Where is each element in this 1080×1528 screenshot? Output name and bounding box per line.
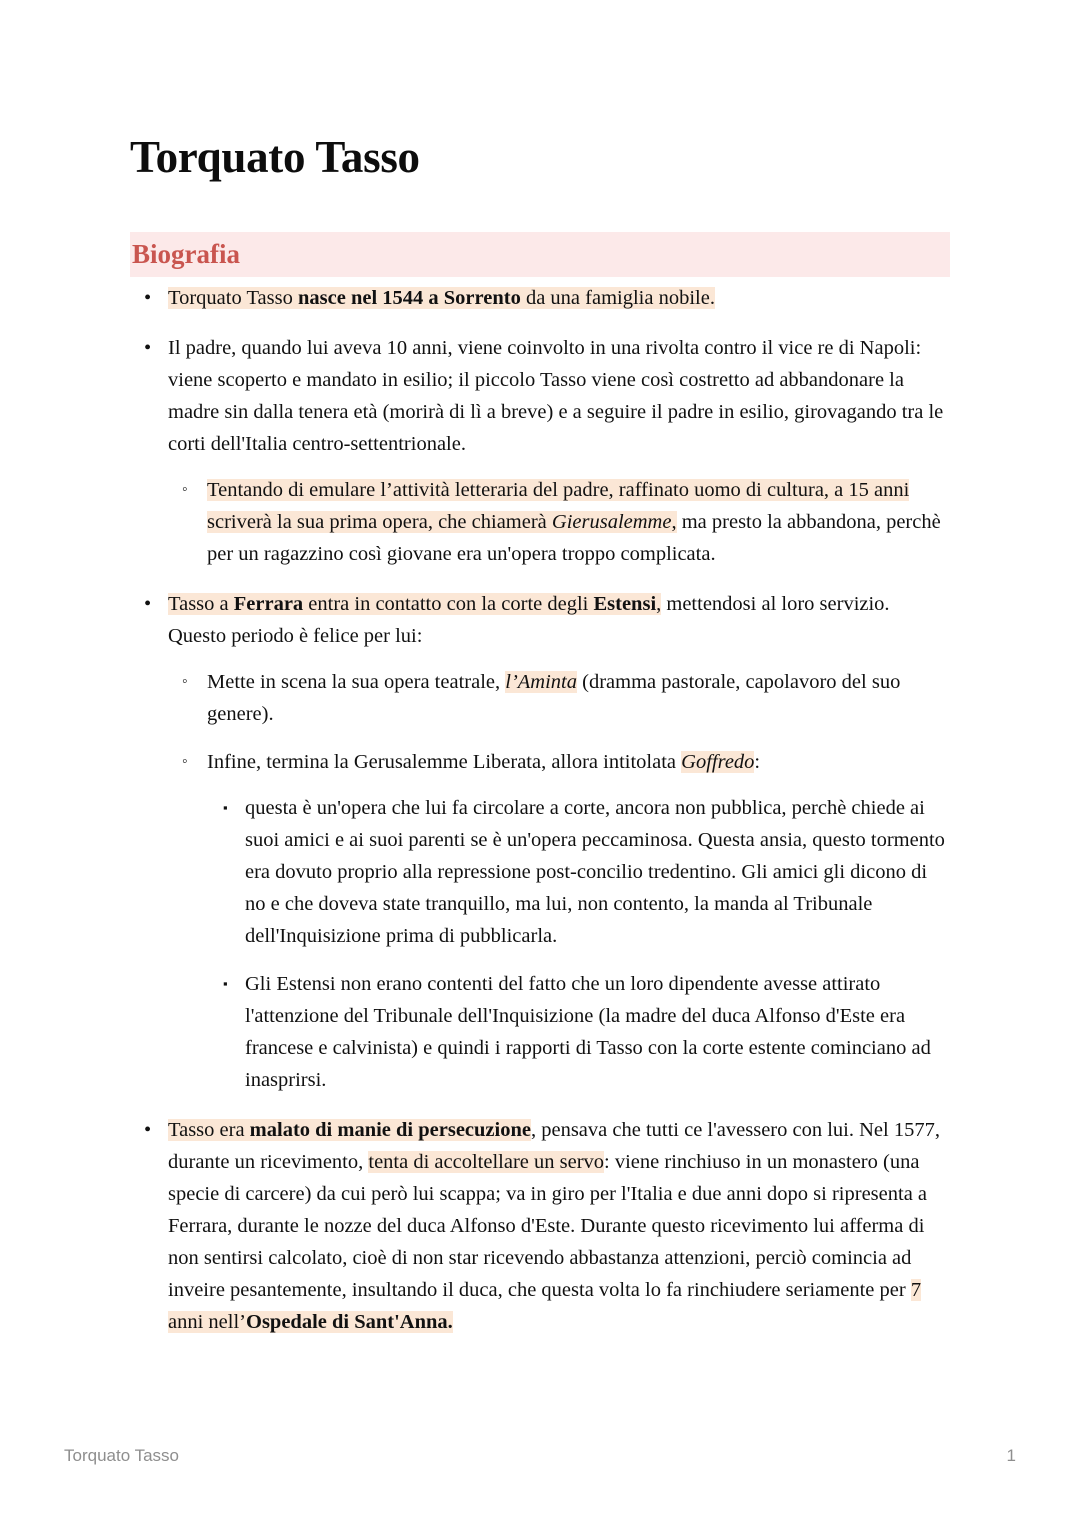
bullet-disc-icon: • [144,287,152,309]
page-footer [64,1446,1016,1472]
list-item-text [168,588,952,652]
text-fragment: , [656,593,662,615]
nested-bullet-list [168,474,952,570]
text-fragment: Torquato Tasso [168,287,298,309]
bullet-disc-icon: • [144,593,152,615]
bullet-disc-icon: • [144,337,152,359]
list-item-text: questa è un'opera che lui fa circolare a corte, ancora non pubblica, perchè chiede ai suoi amici e ai suoi parenti se è un'opera peccaminosa. Questa ansia, questo tormento era dovuto proprio alla repressione post-concilio tredentino. Gli amici gli dicono di no e che doveva state tranquillo, ma lui, non contento, la manda al Tribunale dell'Inquisizione prima di pubblicarla. [245,797,945,947]
list-item-text: Gli Estensi non erano contenti del fatto che un loro dipendente avesse attirato l'attenzione del Tribunale dell'Inquisizione (la madre del duca Alfonso d'Este era francese e calvinista) e quindi i rapporti di Tasso con la corte estente cominciano ad inasprirsi. [245,973,931,1091]
highlight-span [168,1119,531,1141]
section-heading-label: Biografia [132,239,240,269]
text-fragment: : viene rinchiuso in un monastero (una specie di carcere) da cui però lui scappa; va in giro per l'Italia e due anni dopo si ripresenta a Ferrara, durante le nozze del duca Alfonso d'Este. Durante questo ricevimento lui afferma di non sentirsi calcolato, cioè di non star ricevendo abbastanza attenzioni, perciò comincia ad inveire pesantemente, insultando il duca, che questa volta lo fa rinchiudere seriamente per [168,1151,928,1301]
page-title: Torquato Tasso [130,132,420,182]
highlight-span: l’Aminta [505,671,577,693]
text-fragment: Mette in scena la sua opera teatrale, [207,671,506,693]
text-fragment: : [754,751,761,773]
bullet-circle-icon: ◦ [182,753,188,770]
list-item-text: Il padre, quando lui aveva 10 anni, viene coinvolto in una rivolta contro il vice re di Napoli: viene scoperto e mandato in esilio; il piccolo Tasso viene così costretto ad abbandonare la madre sin dalla tenera età (morirà di lì a breve) e a seguire il padre in esilio, girovagando tra le corti dell'Italia centro-settentrionale. [168,337,944,455]
text-fragment: entra in contatto con la corte degli [303,593,594,615]
list-item [207,968,952,1096]
bullet-circle-icon: ◦ [182,481,188,498]
list-item-text [207,474,952,570]
text-fragment: 7 anni nell’ [168,1279,922,1333]
list-item [130,588,952,1096]
list-item [168,474,952,570]
highlight-span [168,593,661,615]
bullet-square-icon: ▪ [223,800,228,815]
highlight-span: tenta di accoltellare un servo [368,1151,605,1173]
list-item [130,332,952,570]
text-fragment: , [671,511,677,533]
text-fragment: ma presto la abbandona, perchè per un ragazzino così giovane era un'opera troppo complicata. [207,511,941,565]
list-item [130,1114,952,1338]
text-fragment-bold: nasce nel 1544 a Sorrento [298,287,521,309]
list-item-text [168,1114,952,1338]
text-fragment: da una famiglia nobile. [520,287,715,309]
highlight-span: Goffredo [681,751,755,773]
text-fragment-italic: Gierusalemme [551,511,672,533]
bullet-circle-icon: ◦ [182,673,188,690]
list-item [168,666,952,730]
list-item [207,792,952,952]
list-item [130,282,952,314]
text-fragment: Tentando di emulare l’attività letteraria del padre, raffinato uomo di cultura, a 15 anni scriverà la sua prima opera, che chiamerà [207,479,910,533]
highlight-span [168,287,715,309]
list-item-text [168,282,952,314]
bullet-disc-icon: • [144,1119,152,1141]
text-fragment: , pensava che tutti ce l'avessero con lui. Nel 1577, durante un ricevimento, [168,1119,940,1173]
nested-bullet-list [168,666,952,1096]
text-fragment-bold: Ferrara [233,593,304,615]
text-fragment-bold: Estensi [593,593,657,615]
biografia-bullet-list [130,282,952,1356]
text-fragment: (dramma pastorale, capolavoro del suo genere). [207,671,901,725]
text-fragment: mettendosi al loro servizio. Questo periodo è felice per lui: [168,593,890,647]
footer-page-number: 1 [1006,1446,1016,1465]
text-fragment-bold: malato di manie di persecuzione [249,1119,531,1141]
list-item-text [207,666,952,730]
text-fragment: Infine, termina la Gerusalemme Liberata, allora intitolata [207,751,682,773]
section-heading-biografia [130,232,950,277]
footer-document-name: Torquato Tasso [64,1446,179,1465]
text-fragment: Tasso a [168,593,234,615]
bullet-square-icon: ▪ [223,976,228,991]
nested-bullet-list-level3 [207,792,952,1096]
text-fragment-bold: Ospedale di Sant'Anna. [246,1311,453,1333]
list-item [168,746,952,1096]
text-fragment: Tasso era [168,1119,250,1141]
list-item-text [207,746,952,778]
